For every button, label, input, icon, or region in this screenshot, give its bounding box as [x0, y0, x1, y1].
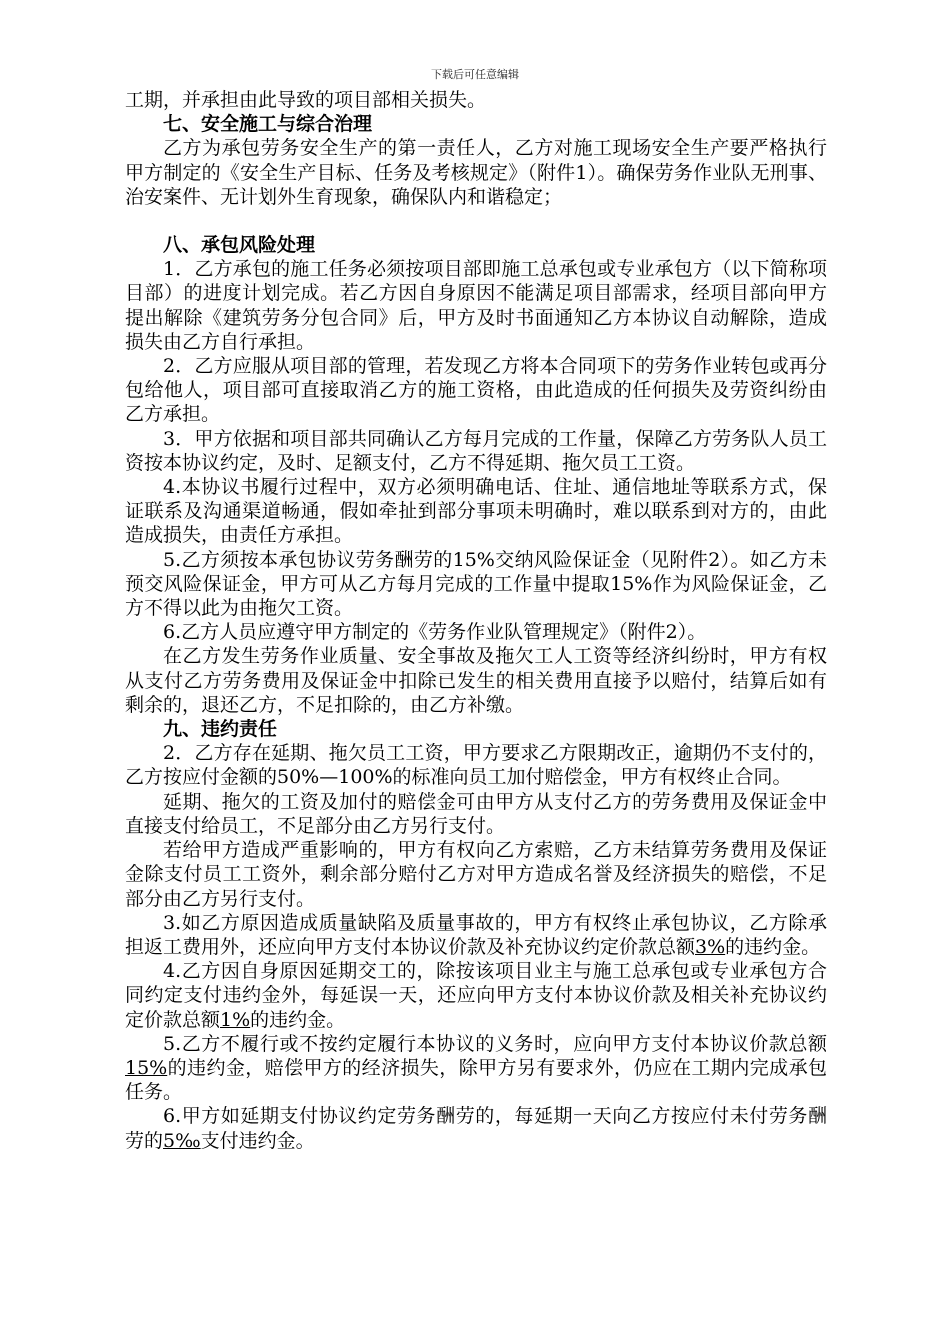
underlined-rate: 15%	[125, 1056, 168, 1079]
section-heading: 七、安全施工与综合治理	[163, 113, 373, 136]
paragraph-text: 的违约金。	[250, 1008, 346, 1031]
paragraph-text: 3.如乙方原因造成质量缺陷及质量事故的，甲方有权终止承包协议，乙方除承担返工费用外，还应向甲方支付本协议价款及补充协议约定价款总额	[125, 911, 827, 958]
paragraph: 2．乙方存在延期、拖欠员工工资，甲方要求乙方限期改正，逾期仍不支付的，乙方按应付金额的50%—100%的标准向员工加付赔偿金，甲方有权终止合同。	[125, 742, 827, 789]
section-heading: 九、违约责任	[163, 718, 278, 741]
paragraph: 2．乙方应服从项目部的管理，若发现乙方将本合同项下的劳务作业转包或再分包给他人，项目部可直接取消乙方的施工资格，由此造成的任何损失及劳资纠纷由乙方承担。	[125, 355, 827, 426]
underlined-rate: 3%	[695, 935, 726, 958]
paragraph-text: 的违约金。	[725, 935, 821, 958]
paragraph: 1．乙方承包的施工任务必须按项目部即施工总承包或专业承包方（以下简称项目部）的进度计划完成。若乙方因自身原因不能满足项目部需求，经项目部向甲方提出解除《建筑劳务分包合同》后，甲方及时书面通知乙方本协议自动解除，造成损失由乙方自行承担。	[125, 258, 827, 353]
paragraph: 延期、拖欠的工资及加付的赔偿金可由甲方从支付乙方的劳务费用及保证金中直接支付给员工，不足部分由乙方另行支付。	[125, 790, 827, 837]
underlined-rate: 1%	[220, 1008, 251, 1031]
paragraph: 乙方为承包劳务安全生产的第一责任人，乙方对施工现场安全生产要严格执行甲方制定的《安全生产目标、任务及考核规定》（附件1）。确保劳务作业队无刑事、治安案件、无计划外生育现象，确保队内和谐稳定；	[125, 137, 827, 208]
underlined-rate: 5‰	[163, 1129, 201, 1152]
section-heading: 八、承包风险处理	[163, 234, 316, 257]
blank-line	[125, 209, 827, 233]
paragraph-text: 6.甲方如延期支付协议约定劳务酬劳的，每延期一天向乙方按应付未付劳务酬劳的	[125, 1105, 827, 1152]
paragraph: 若给甲方造成严重影响的，甲方有权向乙方索赔，乙方未结算劳务费用及保证金除支付员工工资外，剩余部分赔付乙方对甲方造成名誉及经济损失的赔偿，不足部分由乙方另行支付。	[125, 839, 827, 910]
paragraph: 4.本协议书履行过程中，双方必须明确电话、住址、通信地址等联系方式，保证联系及沟通渠道畅通，假如牵扯到部分事项未明确时，难以联系到对方的，由此造成损失，由责任方承担。	[125, 476, 827, 547]
paragraph: 6.乙方人员应遵守甲方制定的《劳务作业队管理规定》（附件2）。	[163, 621, 707, 644]
paragraph-text: 4.乙方因自身原因延期交工的，除按该项目业主与施工总承包或专业承包方合同约定支付违约金外，每延误一天，还应向甲方支付本协议价款及相关补充协议约定价款总额	[125, 960, 827, 1031]
continued-paragraph: 工期，并承担由此导致的项目部相关损失。	[125, 89, 487, 111]
paragraph: 3．甲方依据和项目部共同确认乙方每月完成的工作量，保障乙方劳务队人员工资按本协议约定，及时、足额支付，乙方不得延期、拖欠员工工资。	[125, 427, 827, 474]
paragraph: 在乙方发生劳务作业质量、安全事故及拖欠工人工资等经济纠纷时，甲方有权从支付乙方劳务费用及保证金中扣除已发生的相关费用直接予以赔付，结算后如有剩余的，退还乙方，不足扣除的，由乙方补缴。	[125, 645, 827, 716]
paragraph	[125, 1104, 827, 1152]
paragraph: 5.乙方须按本承包协议劳务酬劳的15%交纳风险保证金（见附件2）。如乙方未预交风险保证金，甲方可从乙方每月完成的工作量中提取15%作为风险保证金，乙方不得以此为由拖欠工资。	[125, 548, 827, 620]
paragraph-text: 的违约金，赔偿甲方的经济损失，除甲方另有要求外，仍应在工期内完成承包任务。	[125, 1056, 827, 1104]
paragraph-text: 5.乙方不履行或不按约定履行本协议的义务时，应向甲方支付本协议价款总额	[163, 1032, 827, 1055]
page-header: 下载后可任意编辑	[431, 68, 519, 81]
document-body	[125, 88, 827, 1153]
paragraph-text: 支付违约金。	[200, 1129, 315, 1152]
paragraph	[125, 1032, 827, 1105]
paragraph	[125, 959, 827, 1032]
paragraph	[125, 911, 827, 959]
